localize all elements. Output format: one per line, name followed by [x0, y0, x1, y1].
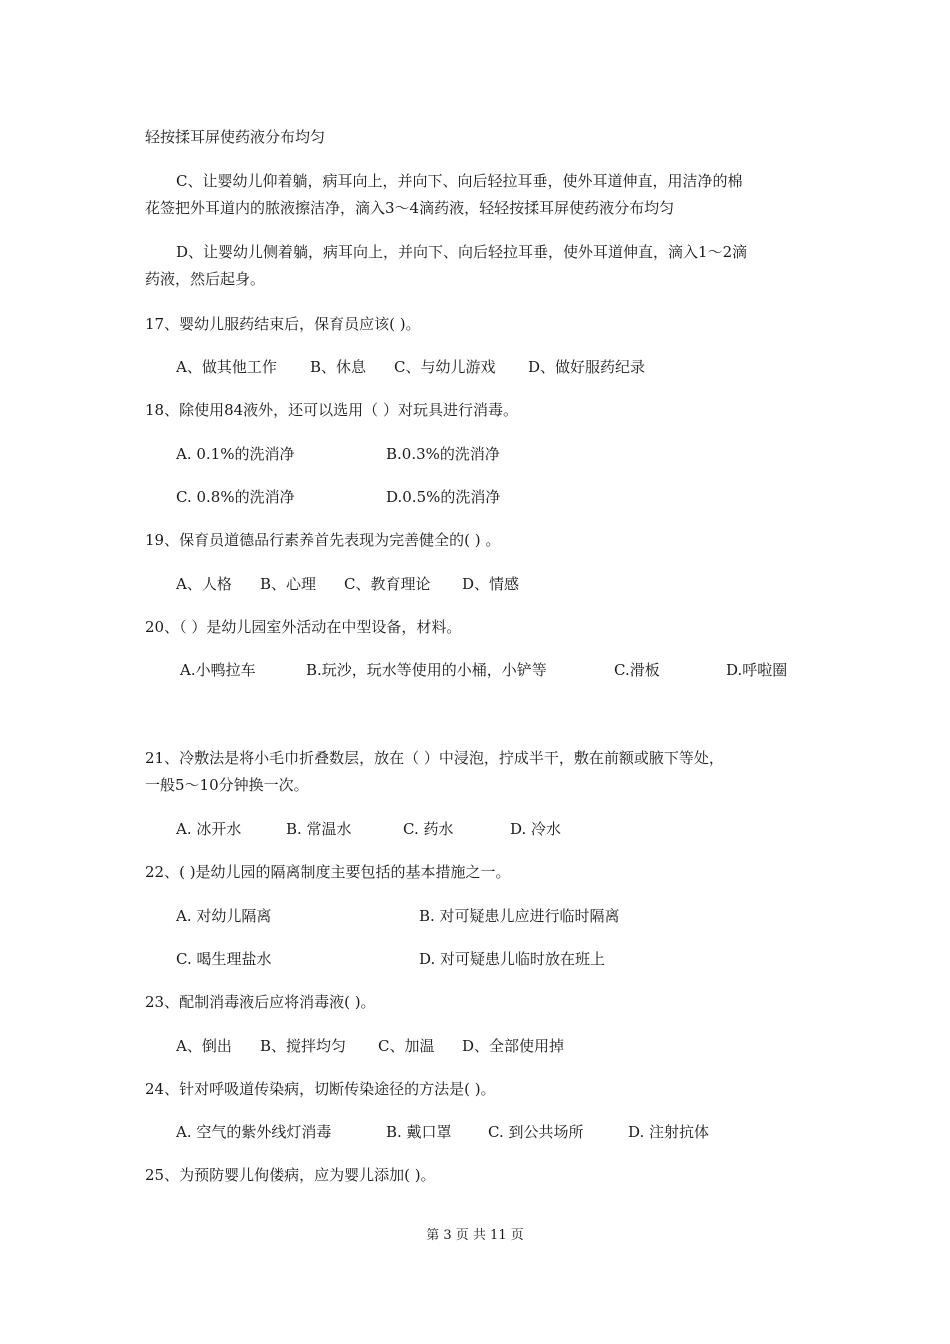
q19-option-b: B、心理: [260, 575, 317, 593]
q23-option-d: D、全部使用掉: [462, 1037, 565, 1055]
q22-option-d: D. 对可疑患儿临时放在班上: [419, 950, 606, 968]
question-17: 17、婴幼儿服药结束后，保育员应该( )。: [145, 315, 421, 333]
q19-option-c: C、教育理论: [344, 575, 431, 593]
option-d-line-1: D、让婴幼儿侧着躺，病耳向上，并向下、向后轻拉耳垂，使外耳道伸直，滴入1～2滴: [176, 243, 748, 261]
q20-option-d: D.呼啦圈: [726, 661, 788, 679]
question-24: 24、针对呼吸道传染病，切断传染途径的方法是( )。: [145, 1080, 496, 1098]
intro-line: 轻按揉耳屏使药液分布均匀: [145, 128, 326, 146]
q17-option-a: A、做其他工作: [176, 358, 277, 376]
question-22: 22、( )是幼儿园的隔离制度主要包括的基本措施之一。: [145, 863, 511, 881]
q17-option-b: B、休息: [310, 358, 367, 376]
question-19: 19、保育员道德品行素养首先表现为完善健全的( ) 。: [145, 531, 501, 549]
q18-option-a: A. 0.1%的洗消净: [176, 445, 295, 463]
q20-option-b: B.玩沙，玩水等使用的小桶，小铲等: [306, 661, 547, 679]
q24-option-b: B. 戴口罩: [386, 1123, 452, 1141]
option-c-line-1: C、让婴幼儿仰着躺，病耳向上，并向下、向后轻拉耳垂，使外耳道伸直，用洁净的棉: [176, 172, 743, 190]
option-c-line-2: 花签把外耳道内的脓液擦洁净，滴入3～4滴药液，轻轻按揉耳屏使药液分布均匀: [145, 199, 675, 217]
q17-option-c: C、与幼儿游戏: [394, 358, 496, 376]
question-21-line-1: 21、冷敷法是将小毛巾折叠数层，放在（ ）中浸泡，拧成半干，敷在前额或腋下等处，: [145, 749, 724, 767]
q18-option-c: C. 0.8%的洗消净: [176, 488, 295, 506]
q23-option-a: A、倒出: [176, 1037, 232, 1055]
option-d-line-2: 药液，然后起身。: [145, 270, 266, 288]
q20-option-a: A.小鸭拉车: [180, 661, 256, 679]
q24-option-c: C. 到公共场所: [488, 1123, 584, 1141]
q19-option-d: D、情感: [462, 575, 520, 593]
page-footer: 第 3 页 共 11 页: [426, 1228, 524, 1243]
q20-option-c: C.滑板: [614, 661, 660, 679]
q24-option-a: A. 空气的紫外线灯消毒: [176, 1123, 332, 1141]
question-18: 18、除使用84液外，还可以选用（ ）对玩具进行消毒。: [145, 401, 518, 419]
q21-option-c: C. 药水: [403, 820, 454, 838]
q21-option-d: D. 冷水: [510, 820, 562, 838]
q18-option-d: D.0.5%的洗消净: [386, 488, 501, 506]
q19-option-a: A、人格: [176, 575, 232, 593]
q23-option-c: C、加温: [378, 1037, 435, 1055]
question-21-line-2: 一般5～10分钟换一次。: [145, 776, 309, 794]
q22-option-b: B. 对可疑患儿应进行临时隔离: [419, 907, 620, 925]
q22-option-a: A. 对幼儿隔离: [176, 907, 272, 925]
q24-option-d: D. 注射抗体: [628, 1123, 710, 1141]
q17-option-d: D、做好服药纪录: [528, 358, 646, 376]
question-25: 25、为预防婴儿佝偻病，应为婴儿添加( )。: [145, 1166, 436, 1184]
q22-option-c: C. 喝生理盐水: [176, 950, 272, 968]
q18-option-b: B.0.3%的洗消净: [386, 445, 500, 463]
question-23: 23、配制消毒液后应将消毒液( )。: [145, 993, 376, 1011]
q23-option-b: B、搅拌均匀: [260, 1037, 347, 1055]
q21-option-b: B. 常温水: [286, 820, 352, 838]
q21-option-a: A. 冰开水: [176, 820, 242, 838]
question-20: 20、（ ）是幼儿园室外活动在中型设备，材料。: [145, 618, 462, 636]
